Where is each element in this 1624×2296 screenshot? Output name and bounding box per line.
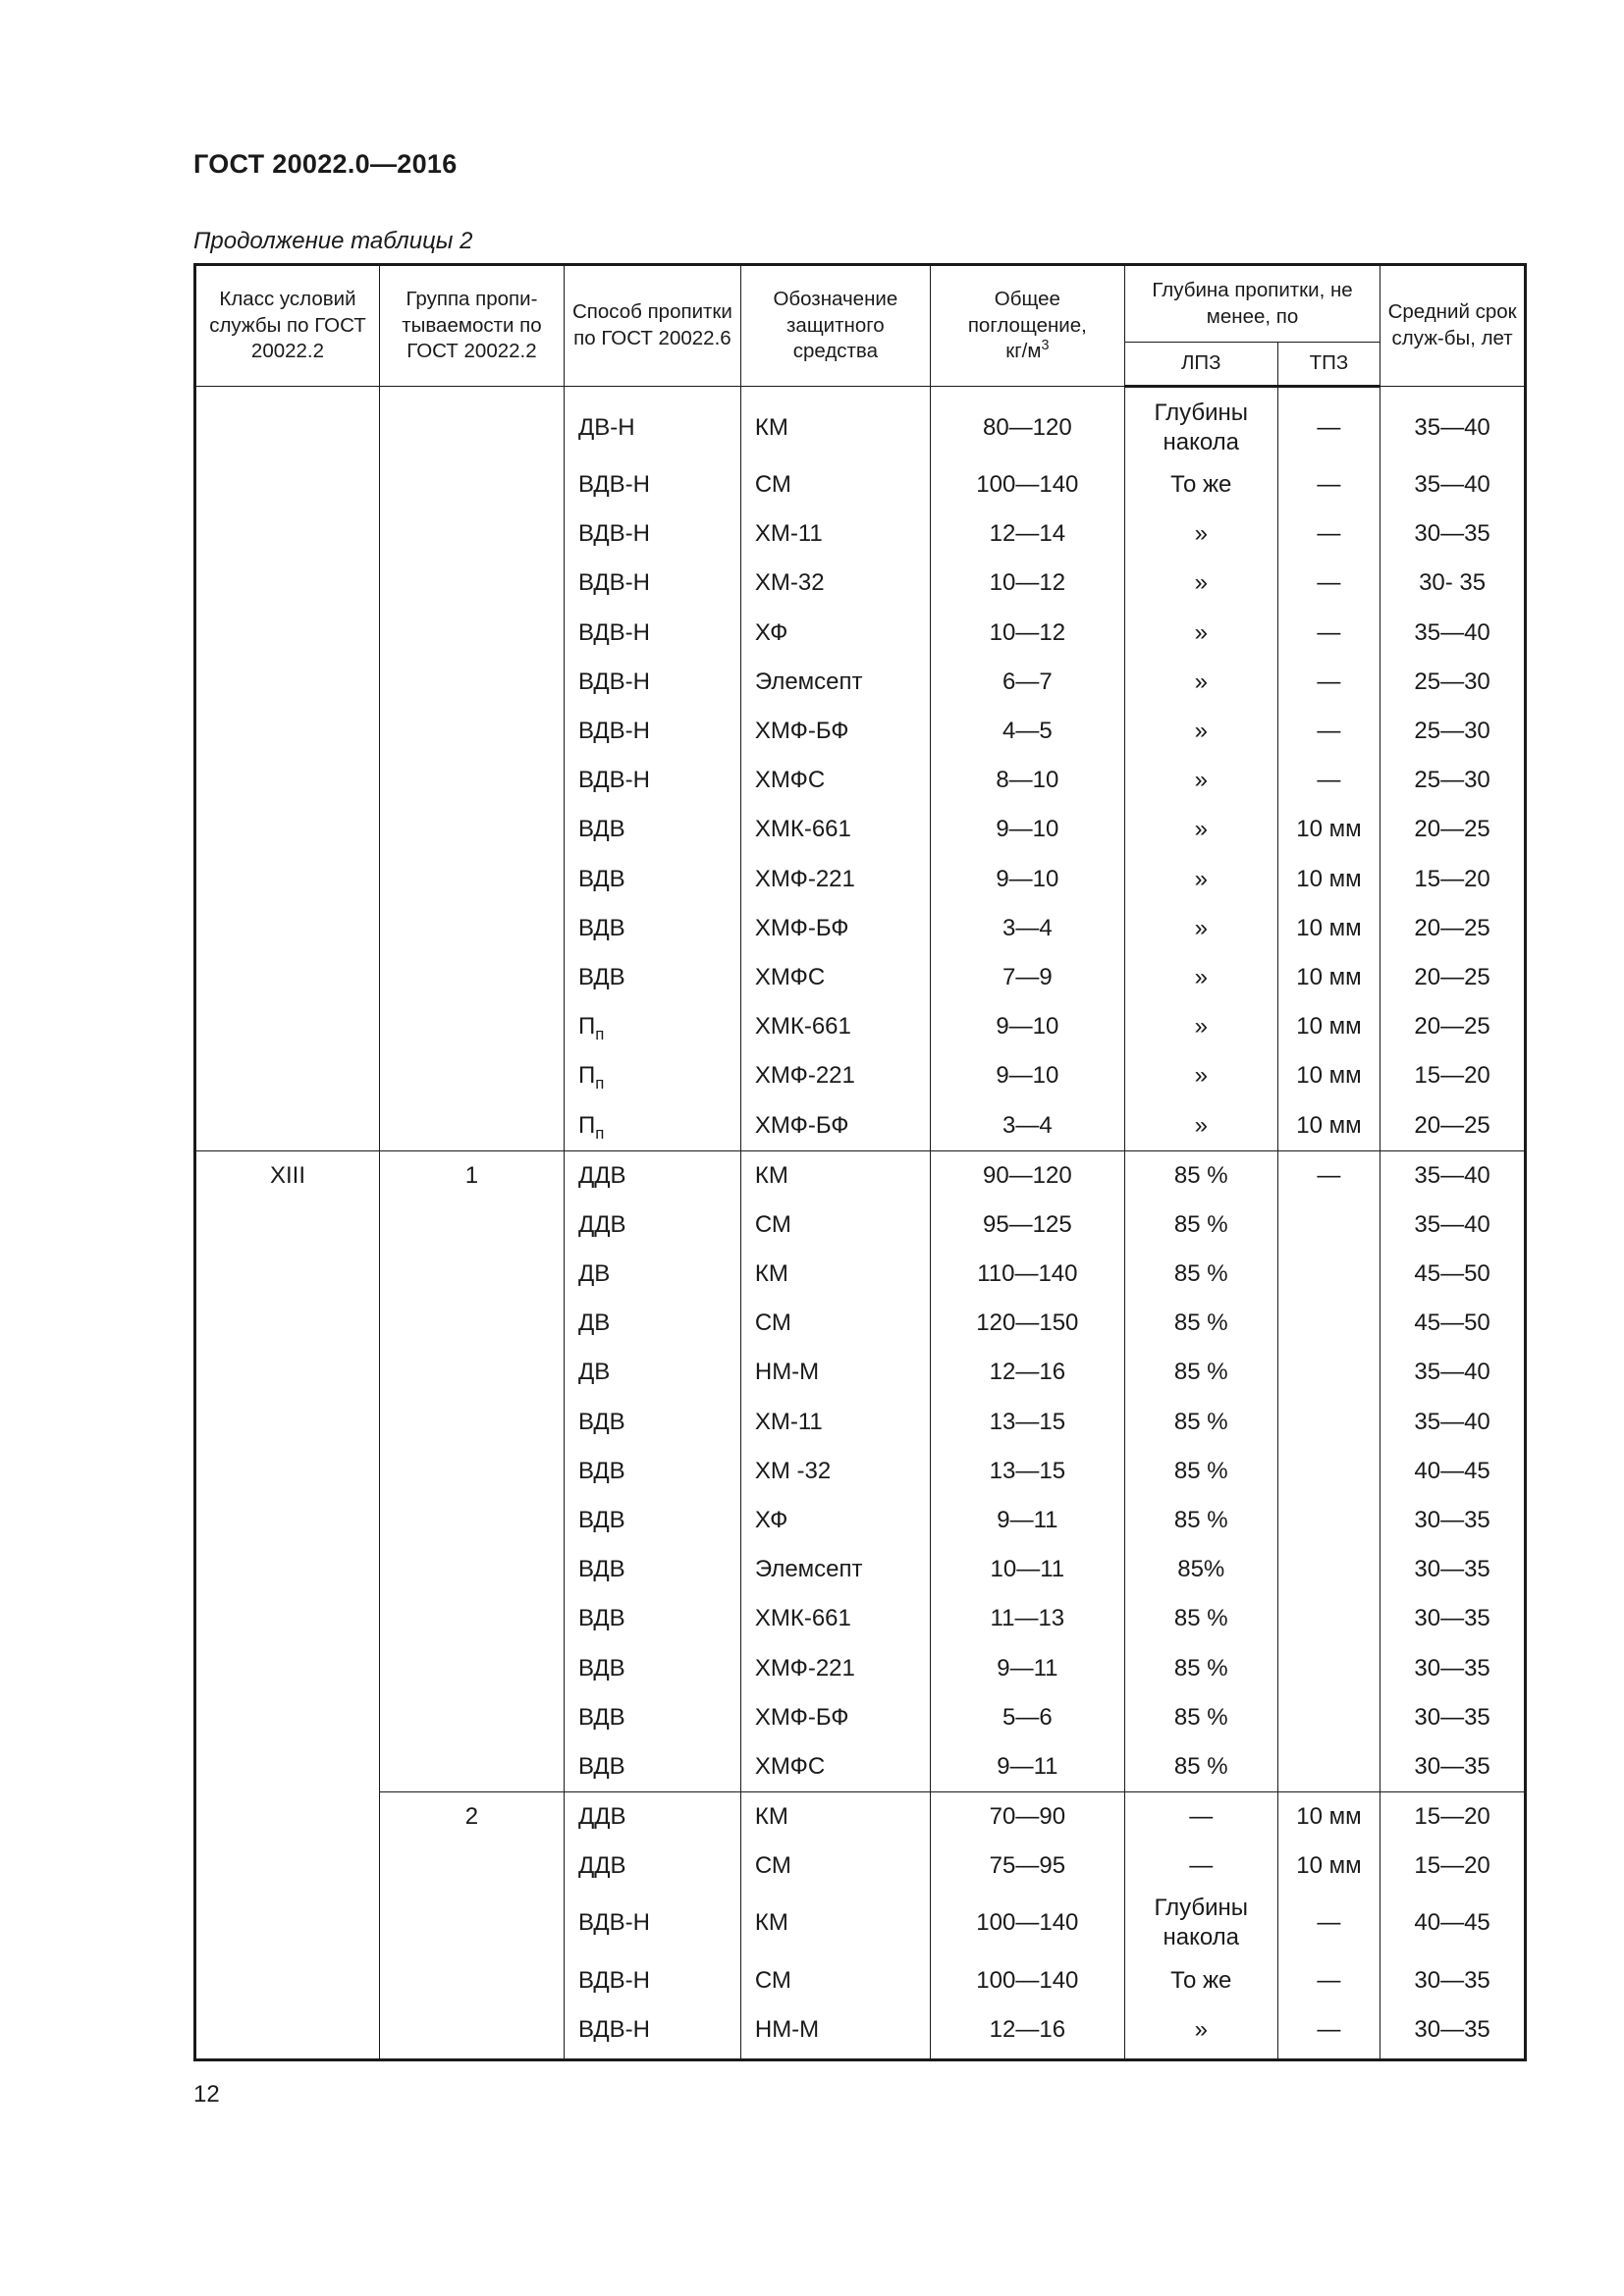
method-cell: ВДВ <box>564 1545 740 1594</box>
life-cell: 20—25 <box>1380 953 1526 1002</box>
absorption-cell: 12—16 <box>930 2005 1124 2060</box>
absorption-cell: 9—10 <box>930 805 1124 854</box>
method-cell: ВДВ-Н <box>564 559 740 608</box>
agent-cell: КМ <box>740 1792 930 1842</box>
tpz-cell: — <box>1277 609 1380 658</box>
agent-cell: ХМФ-221 <box>740 1644 930 1693</box>
absorption-cell: 9—11 <box>930 1644 1124 1693</box>
tpz-cell: — <box>1277 2005 1380 2060</box>
absorption-cell: 12—16 <box>930 1348 1124 1397</box>
header-agent: Обозначение защитного средства <box>740 265 930 387</box>
tpz-cell: 10 мм <box>1277 855 1380 904</box>
method-cell: ВДВ-Н <box>564 756 740 805</box>
lpz-cell: » <box>1124 509 1277 559</box>
life-cell: 35—40 <box>1380 1201 1526 1250</box>
lpz-cell: » <box>1124 904 1277 953</box>
method-cell: ДВ <box>564 1348 740 1397</box>
agent-cell: КМ <box>740 1150 930 1201</box>
tpz-cell <box>1277 1545 1380 1594</box>
agent-cell: ХФ <box>740 609 930 658</box>
method-label: П <box>577 1111 596 1139</box>
lpz-cell: 85 % <box>1124 1299 1277 1348</box>
agent-cell: ХМ-11 <box>740 1398 930 1447</box>
absorption-cell: 80—120 <box>930 387 1124 461</box>
tpz-cell <box>1277 1693 1380 1742</box>
lpz-cell: — <box>1124 1792 1277 1842</box>
method-label: П <box>577 1013 596 1041</box>
life-cell: 40—45 <box>1380 1891 1526 1955</box>
method-cell: ВДВ <box>564 953 740 1002</box>
agent-cell: ХМК-661 <box>740 1002 930 1051</box>
agent-cell: СМ <box>740 1299 930 1348</box>
method-cell: ВДВ <box>564 1644 740 1693</box>
group-cell-empty <box>379 387 564 1151</box>
method-cell: ВДВ-Н <box>564 658 740 707</box>
lpz-cell: » <box>1124 953 1277 1002</box>
header-depth: Глубина пропитки, не менее, по <box>1124 265 1380 343</box>
absorption-cell: 100—140 <box>930 460 1124 509</box>
agent-cell: СМ <box>740 460 930 509</box>
agent-cell: ХМ-11 <box>740 509 930 559</box>
lpz-cell: Глубины накола <box>1124 1891 1277 1955</box>
tpz-cell: 10 мм <box>1277 953 1380 1002</box>
life-cell: 30—35 <box>1380 1545 1526 1594</box>
page-number: 12 <box>193 2081 220 2108</box>
tpz-cell: — <box>1277 460 1380 509</box>
lpz-cell: » <box>1124 559 1277 608</box>
tpz-cell: — <box>1277 1891 1380 1955</box>
absorption-cell: 13—15 <box>930 1398 1124 1447</box>
table-row <box>195 1792 1526 1842</box>
method-cell: ВДВ <box>564 904 740 953</box>
method-cell: ДВ-Н <box>564 387 740 461</box>
lpz-cell: » <box>1124 609 1277 658</box>
life-cell: 30—35 <box>1380 509 1526 559</box>
life-cell: 25—30 <box>1380 658 1526 707</box>
absorption-cell: 7—9 <box>930 953 1124 1002</box>
agent-cell: Элемсепт <box>740 658 930 707</box>
tpz-cell: — <box>1277 756 1380 805</box>
agent-cell: СМ <box>740 1201 930 1250</box>
life-cell: 30—35 <box>1380 1742 1526 1792</box>
lpz-cell: 85 % <box>1124 1150 1277 1201</box>
lpz-cell: 85% <box>1124 1545 1277 1594</box>
lpz-cell: » <box>1124 855 1277 904</box>
life-cell: 30—35 <box>1380 1644 1526 1693</box>
absorption-cell: 9—10 <box>930 855 1124 904</box>
life-cell: 30—35 <box>1380 1496 1526 1545</box>
absorption-cell: 3—4 <box>930 1100 1124 1150</box>
group-cell: 1 <box>379 1150 564 1791</box>
header-absorption <box>930 265 1124 387</box>
table-caption: Продолжение таблицы 2 <box>193 228 473 254</box>
tpz-cell: — <box>1277 509 1380 559</box>
life-cell: 20—25 <box>1380 1100 1526 1150</box>
lpz-cell: 85 % <box>1124 1348 1277 1397</box>
method-cell: ВДВ-Н <box>564 2005 740 2060</box>
method-cell: ДВ <box>564 1299 740 1348</box>
absorption-cell: 12—14 <box>930 509 1124 559</box>
agent-cell: ХМФ-БФ <box>740 1693 930 1742</box>
agent-cell: ХФ <box>740 1496 930 1545</box>
absorption-cell: 11—13 <box>930 1594 1124 1643</box>
absorption-cell: 9—10 <box>930 1051 1124 1100</box>
method-cell: ВДВ <box>564 1496 740 1545</box>
header-lpz: ЛПЗ <box>1124 343 1277 387</box>
tpz-cell <box>1277 1496 1380 1545</box>
method-cell: ВДВ-Н <box>564 609 740 658</box>
absorption-cell: 75—95 <box>930 1842 1124 1891</box>
table-row <box>195 387 1526 461</box>
method-cell: ВДВ <box>564 1742 740 1792</box>
life-cell: 35—40 <box>1380 1348 1526 1397</box>
lpz-cell: » <box>1124 1051 1277 1100</box>
absorption-cell: 3—4 <box>930 904 1124 953</box>
agent-cell: ХМК-661 <box>740 1594 930 1643</box>
tpz-cell: — <box>1277 559 1380 608</box>
tpz-cell: — <box>1277 658 1380 707</box>
method-cell: ВДВ <box>564 1594 740 1643</box>
absorption-cell: 13—15 <box>930 1447 1124 1496</box>
life-cell: 35—40 <box>1380 609 1526 658</box>
agent-cell: ХМК-661 <box>740 805 930 854</box>
lpz-cell: — <box>1124 1842 1277 1891</box>
tpz-cell <box>1277 1644 1380 1693</box>
method-cell: ВДВ <box>564 805 740 854</box>
method-cell: ВДВ-Н <box>564 509 740 559</box>
method-cell: ДВ <box>564 1250 740 1299</box>
lpz-cell: 85 % <box>1124 1250 1277 1299</box>
life-cell: 35—40 <box>1380 387 1526 461</box>
agent-cell: ХМ -32 <box>740 1447 930 1496</box>
agent-cell: ХМФС <box>740 1742 930 1792</box>
header-absorption-unit: кг/м <box>1005 340 1042 363</box>
tpz-cell: — <box>1277 1150 1380 1201</box>
agent-cell: КМ <box>740 387 930 461</box>
lpz-cell: 85 % <box>1124 1496 1277 1545</box>
tpz-cell <box>1277 1348 1380 1397</box>
absorption-cell: 10—12 <box>930 559 1124 608</box>
agent-cell: НМ-М <box>740 1348 930 1397</box>
absorption-cell: 95—125 <box>930 1201 1124 1250</box>
life-cell: 15—20 <box>1380 1051 1526 1100</box>
method-cell: ВДВ <box>564 1693 740 1742</box>
life-cell: 35—40 <box>1380 1398 1526 1447</box>
tpz-cell: — <box>1277 387 1380 461</box>
tpz-cell <box>1277 1299 1380 1348</box>
method-cell <box>564 1002 740 1051</box>
life-cell: 30—35 <box>1380 1693 1526 1742</box>
method-cell: ВДВ-Н <box>564 1955 740 2004</box>
lpz-cell: 85 % <box>1124 1201 1277 1250</box>
life-cell: 15—20 <box>1380 1842 1526 1891</box>
life-cell: 25—30 <box>1380 756 1526 805</box>
method-cell: ДДВ <box>564 1792 740 1842</box>
tpz-cell: 10 мм <box>1277 1051 1380 1100</box>
lpz-cell: Глубины накола <box>1124 387 1277 461</box>
method-cell: ДДВ <box>564 1150 740 1201</box>
method-cell: ВДВ <box>564 1398 740 1447</box>
lpz-cell: 85 % <box>1124 1594 1277 1643</box>
life-cell: 20—25 <box>1380 904 1526 953</box>
life-cell: 45—50 <box>1380 1299 1526 1348</box>
life-cell: 35—40 <box>1380 460 1526 509</box>
absorption-cell: 8—10 <box>930 756 1124 805</box>
agent-cell: ХМ-32 <box>740 559 930 608</box>
life-cell: 30- 35 <box>1380 559 1526 608</box>
absorption-cell: 6—7 <box>930 658 1124 707</box>
document-title: ГОСТ 20022.0—2016 <box>193 149 458 179</box>
lpz-cell: » <box>1124 658 1277 707</box>
absorption-cell: 90—120 <box>930 1150 1124 1201</box>
lpz-cell: 85 % <box>1124 1693 1277 1742</box>
agent-cell: КМ <box>740 1250 930 1299</box>
absorption-cell: 9—11 <box>930 1742 1124 1792</box>
tpz-cell: 10 мм <box>1277 1100 1380 1150</box>
life-cell: 30—35 <box>1380 1955 1526 2004</box>
method-subscript: п <box>595 1074 605 1094</box>
header-class: Класс условий службы по ГОСТ 20022.2 <box>195 265 380 387</box>
method-cell: ВДВ-Н <box>564 707 740 756</box>
tpz-cell: 10 мм <box>1277 1792 1380 1842</box>
lpz-cell: То же <box>1124 1955 1277 2004</box>
method-cell: ВДВ <box>564 1447 740 1496</box>
impregnation-table <box>193 263 1527 2061</box>
tpz-cell <box>1277 1398 1380 1447</box>
lpz-cell: 85 % <box>1124 1447 1277 1496</box>
tpz-cell <box>1277 1201 1380 1250</box>
absorption-cell: 110—140 <box>930 1250 1124 1299</box>
lpz-cell: » <box>1124 805 1277 854</box>
table-row <box>195 1150 1526 1201</box>
agent-cell: ХМФ-БФ <box>740 904 930 953</box>
tpz-cell <box>1277 1742 1380 1792</box>
header-absorption-label: Общее поглощение, <box>967 288 1087 337</box>
absorption-cell: 70—90 <box>930 1792 1124 1842</box>
absorption-cell: 9—11 <box>930 1496 1124 1545</box>
absorption-cell: 4—5 <box>930 707 1124 756</box>
table-header <box>195 265 1526 387</box>
life-cell: 20—25 <box>1380 1002 1526 1051</box>
agent-cell: ХМФ-221 <box>740 855 930 904</box>
absorption-cell: 10—11 <box>930 1545 1124 1594</box>
class-cell-empty <box>195 387 380 1151</box>
agent-cell: ХМФС <box>740 756 930 805</box>
method-subscript: п <box>595 1024 605 1043</box>
life-cell: 15—20 <box>1380 855 1526 904</box>
life-cell: 30—35 <box>1380 2005 1526 2060</box>
header-group: Группа пропи-тываемости по ГОСТ 20022.2 <box>379 265 564 387</box>
life-cell: 20—25 <box>1380 805 1526 854</box>
header-life: Средний срок служ-бы, лет <box>1380 265 1526 387</box>
lpz-cell: » <box>1124 1100 1277 1150</box>
life-cell: 30—35 <box>1380 1594 1526 1643</box>
agent-cell: НМ-М <box>740 2005 930 2060</box>
header-tpz: ТПЗ <box>1277 343 1380 387</box>
group-cell: 2 <box>379 1792 564 2060</box>
absorption-cell: 5—6 <box>930 1693 1124 1742</box>
agent-cell: СМ <box>740 1842 930 1891</box>
tpz-cell: 10 мм <box>1277 1002 1380 1051</box>
method-cell <box>564 1100 740 1150</box>
header-method: Способ пропитки по ГОСТ 20022.6 <box>564 265 740 387</box>
life-cell: 25—30 <box>1380 707 1526 756</box>
agent-cell: ХМФ-БФ <box>740 707 930 756</box>
lpz-cell: 85 % <box>1124 1644 1277 1693</box>
method-subscript: п <box>595 1123 605 1143</box>
tpz-cell <box>1277 1594 1380 1643</box>
lpz-cell: » <box>1124 707 1277 756</box>
life-cell: 15—20 <box>1380 1792 1526 1842</box>
lpz-cell: 85 % <box>1124 1398 1277 1447</box>
absorption-cell: 100—140 <box>930 1891 1124 1955</box>
lpz-cell: » <box>1124 2005 1277 2060</box>
lpz-cell: То же <box>1124 460 1277 509</box>
tpz-cell: — <box>1277 707 1380 756</box>
tpz-cell: 10 мм <box>1277 1842 1380 1891</box>
agent-cell: СМ <box>740 1955 930 2004</box>
lpz-cell: » <box>1124 1002 1277 1051</box>
tpz-cell: — <box>1277 1955 1380 2004</box>
method-cell: ВДВ <box>564 855 740 904</box>
agent-cell: ХМФ-БФ <box>740 1100 930 1150</box>
lpz-cell: 85 % <box>1124 1742 1277 1792</box>
absorption-cell: 9—10 <box>930 1002 1124 1051</box>
tpz-cell <box>1277 1447 1380 1496</box>
life-cell: 45—50 <box>1380 1250 1526 1299</box>
method-cell: ВДВ-Н <box>564 1891 740 1955</box>
lpz-cell: » <box>1124 756 1277 805</box>
life-cell: 40—45 <box>1380 1447 1526 1496</box>
tpz-cell: 10 мм <box>1277 805 1380 854</box>
agent-cell: ХМФС <box>740 953 930 1002</box>
agent-cell: ХМФ-221 <box>740 1051 930 1100</box>
class-cell: XIII <box>195 1150 380 2059</box>
method-cell: ДДВ <box>564 1201 740 1250</box>
agent-cell: Элемсепт <box>740 1545 930 1594</box>
absorption-cell: 120—150 <box>930 1299 1124 1348</box>
table-body <box>195 387 1526 2060</box>
tpz-cell <box>1277 1250 1380 1299</box>
method-cell: ДДВ <box>564 1842 740 1891</box>
method-cell: ВДВ-Н <box>564 460 740 509</box>
tpz-cell: 10 мм <box>1277 904 1380 953</box>
absorption-cell: 100—140 <box>930 1955 1124 2004</box>
absorption-cell: 10—12 <box>930 609 1124 658</box>
method-cell <box>564 1051 740 1100</box>
header-absorption-unit-sup: 3 <box>1041 338 1050 354</box>
life-cell: 35—40 <box>1380 1150 1526 1201</box>
agent-cell: КМ <box>740 1891 930 1955</box>
method-label: П <box>577 1062 596 1090</box>
